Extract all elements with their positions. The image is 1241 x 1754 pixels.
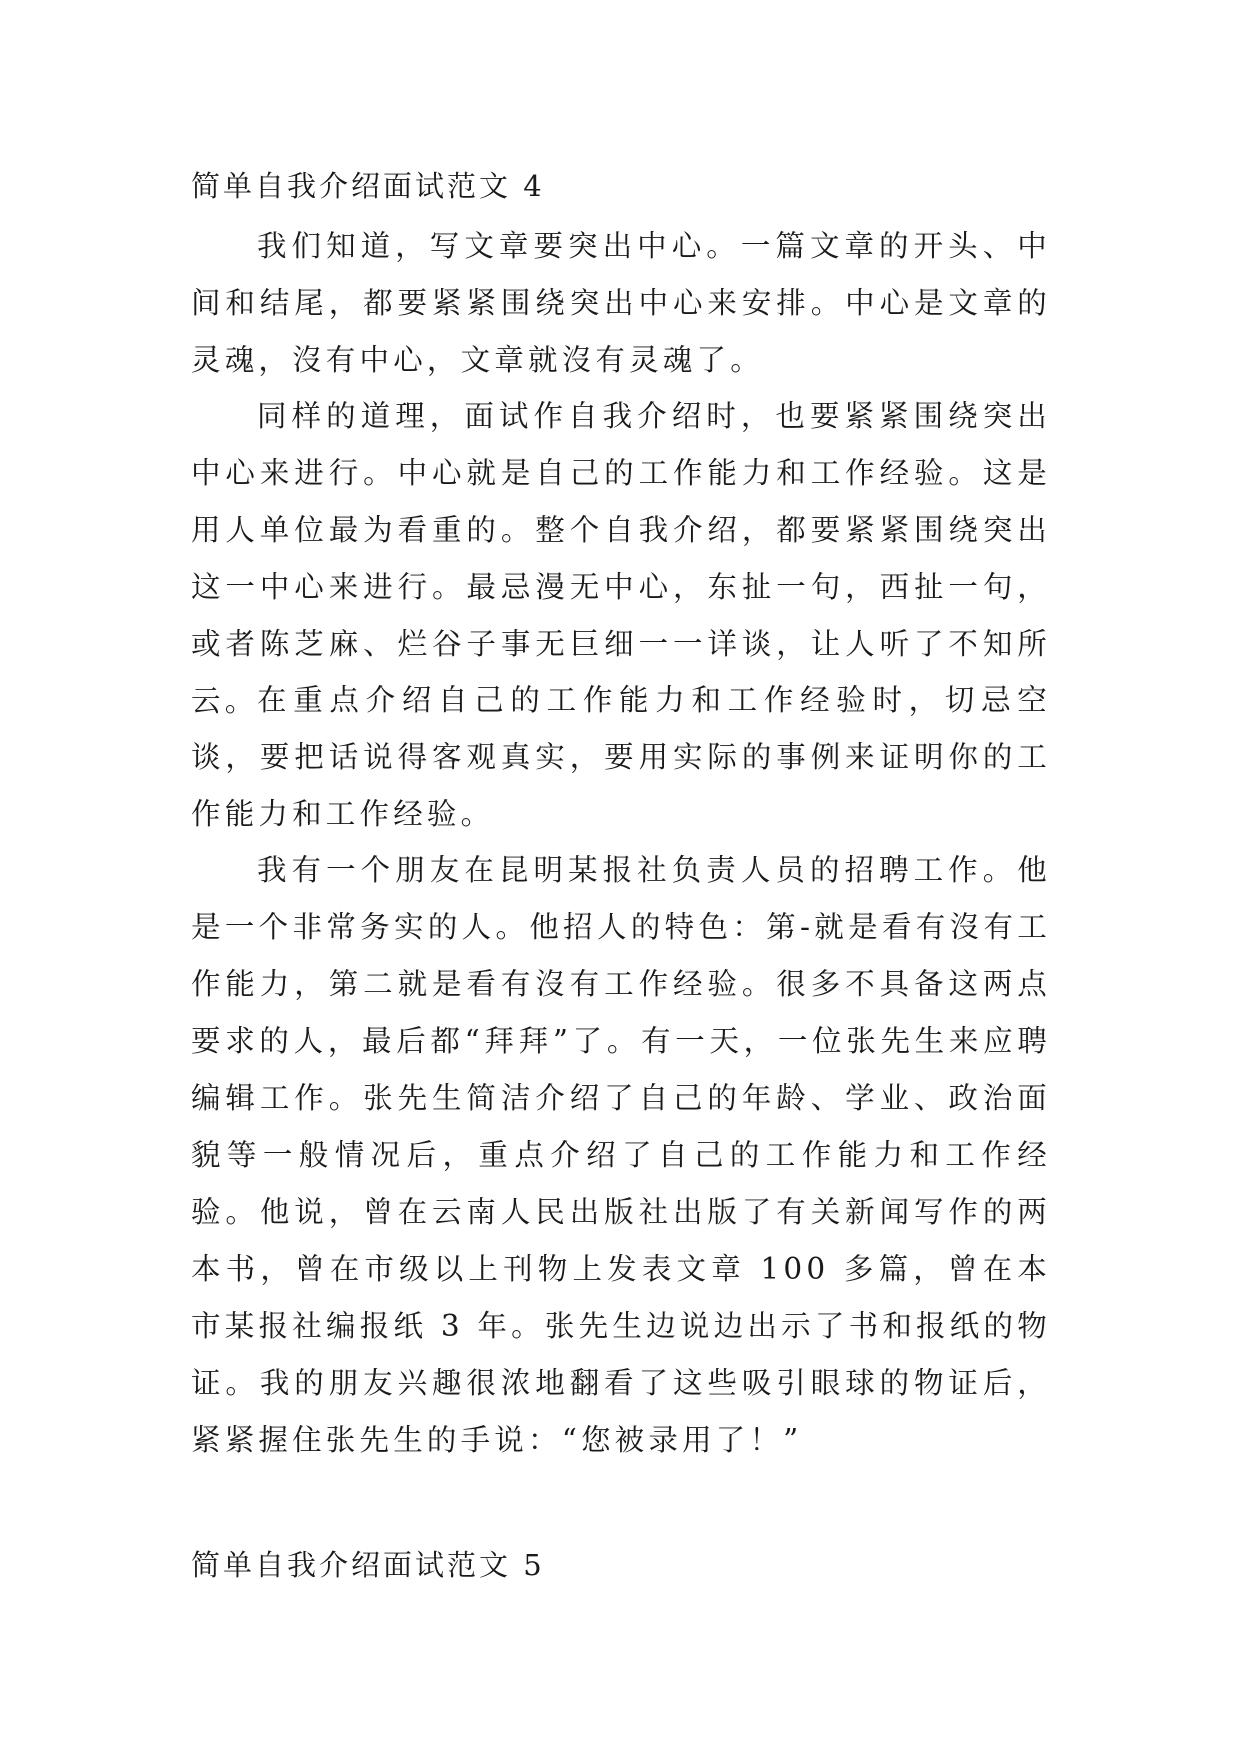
section-heading-4: 简单自我介绍面试范文 4 — [191, 169, 545, 203]
section-heading-5: 简单自我介绍面试范文 5 — [191, 1548, 545, 1582]
paragraph-4: 我有一个朋友在昆明某报社负责人员的招聘工作。他是一个非常务实的人。他招人的特色：第-就是看有沒有工作能力，第二就是看有沒有工作经验。很多不具备这两点要求的人，最后都“拜拜”了。有一天，一位张先生来应聘编辑工作。张先生简洁介绍了自己的年龄、学业、政治面貌等一般情况后，重点介绍了自己的工作能力和工作经验。他说，曾在云南人民出版社出版了有关新闻写作的两本书，曾在市级以上刊物上发表文章 100 多篇，曾在本市某报社编报纸 3 年。张先生边说边出示了书和报纸的物证。我的朋友兴趣很浓地翻看了这些吸引眼球的物证后，紧紧握住张先生的手说：“您被录用了！” — [191, 853, 1051, 1457]
paragraph-3: 在重点介绍自己的工作能力和工作经验时，切忌空谈，要把话说得客观真实，要用实际的事例来证明你的工作能力和工作经验。 — [191, 683, 1051, 831]
paragraph-2: 同样的道理，面试作自我介绍时，也要紧紧围绕突出中心来进行。中心就是自己的工作能力和工作经验。这是用人单位最为看重的。整个自我介绍，都要紧紧围绕突出这一中心来进行。最忌漫无中心，东扯一句，西扯一句，或者陈芝麻、烂谷子事无巨细一一详谈，让人听了不知所云。 — [191, 399, 1051, 718]
paragraph-1: 我们知道，写文章要突出中心。一篇文章的开头、中间和结尾，都要紧紧围绕突出中心来安排。中心是文章的灵魂，沒有中心，文章就沒有灵魂了。 — [191, 229, 1051, 377]
